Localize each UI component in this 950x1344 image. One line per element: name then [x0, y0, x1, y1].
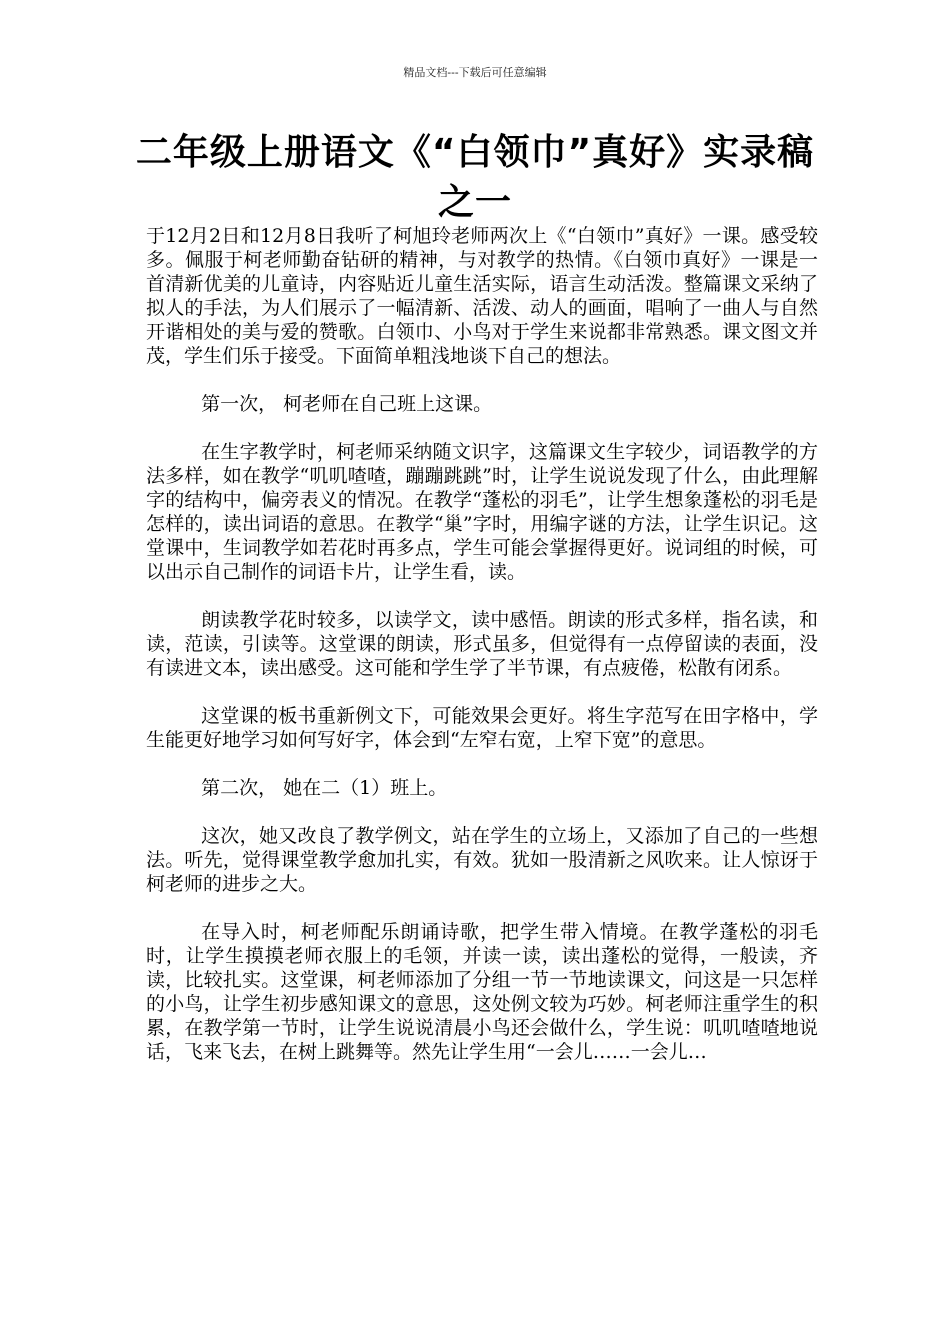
- body-paragraph-second-lesson: 第二次， 她在二（1）班上。: [201, 777, 448, 799]
- body-paragraph-reading: 朗读教学花时较多，以读学文，读中感悟。朗读的形式多样，指名读，和读，范读，引读等。这堂课的朗读，形式虽多，但觉得有一点停留读的表面，没有读进文本，读出感受。这可能和学生学了半节课，有点疲倦，松散有闭系。: [146, 609, 818, 679]
- body-paragraph-introduction-teaching: 在导入时，柯老师配乐朗诵诗歌，把学生带入情境。在教学蓬松的羽毛时，让学生摸摸老师衣服上的毛领，并读一读，读出蓬松的觉得，一般读，齐读，比较扎实。这堂课，柯老师添加了分组一节一节地读课文，问这是一只怎样的小鸟，让学生初步感知课文的意思，这处例文较为巧妙。柯老师注重学生的积累，在教学第一节时，让学生说说清晨小鸟还会做什么，学生说：叽叽喳喳地说话，飞来飞去，在树上跳舞等。然先让学生用“一会儿……一会儿…: [146, 921, 818, 1063]
- document-header-note: 精品文档---下载后可任意编辑: [403, 66, 547, 79]
- body-paragraph-intro: 于12月2日和12月8日我听了柯旭玲老师两次上《“白领巾”真好》一课。感受较多。佩服于柯老师勤奋钻研的精神，与对教学的热情。《白领巾真好》一课是一首清新优美的儿童诗，内容贴近儿童生活实际，语言生动活泼。整篇课文采纳了拟人的手法，为人们展示了一幅清新、活泼、动人的画面，唱响了一曲人与自然开谐相处的美与爱的赞歌。白领巾、小鸟对于学生来说都非常熟悉。课文图文并茂，学生们乐于接受。下面简单粗浅地谈下自己的想法。: [146, 225, 818, 367]
- body-paragraph-first-lesson: 第一次， 柯老师在自己班上这课。: [201, 393, 493, 415]
- document-title: 二年级上册语文《“白领巾”真好》实录稿之一: [135, 132, 815, 223]
- document-body: [146, 224, 818, 1088]
- body-paragraph-blackboard: 这堂课的板书重新例文下，可能效果会更好。将生字范写在田字格中，学生能更好地学习如何写好字，体会到“左窄右宽，上窄下宽”的意思。: [146, 705, 818, 751]
- body-paragraph-improvement: 这次，她又改良了教学例文，站在学生的立场上，又添加了自己的一些想法。听先，觉得课堂教学愈加扎实，有效。犹如一股清新之风吹来。让人惊讶于柯老师的进步之大。: [146, 825, 818, 895]
- body-paragraph-vocabulary: 在生字教学时，柯老师采纳随文识字，这篇课文生字较少，词语教学的方法多样，如在教学“叽叽喳喳，蹦蹦跳跳”时，让学生说说发现了什么，由此理解字的结构中，偏旁表义的情况。在教学“蓬松的羽毛”，让学生想象蓬松的羽毛是怎样的，读出词语的意思。在教学“巢”字时，用编字谜的方法，让学生识记。这堂课中，生词教学如若花时再多点，学生可能会掌握得更好。说词组的时候，可以出示自己制作的词语卡片，让学生看，读。: [146, 441, 818, 583]
